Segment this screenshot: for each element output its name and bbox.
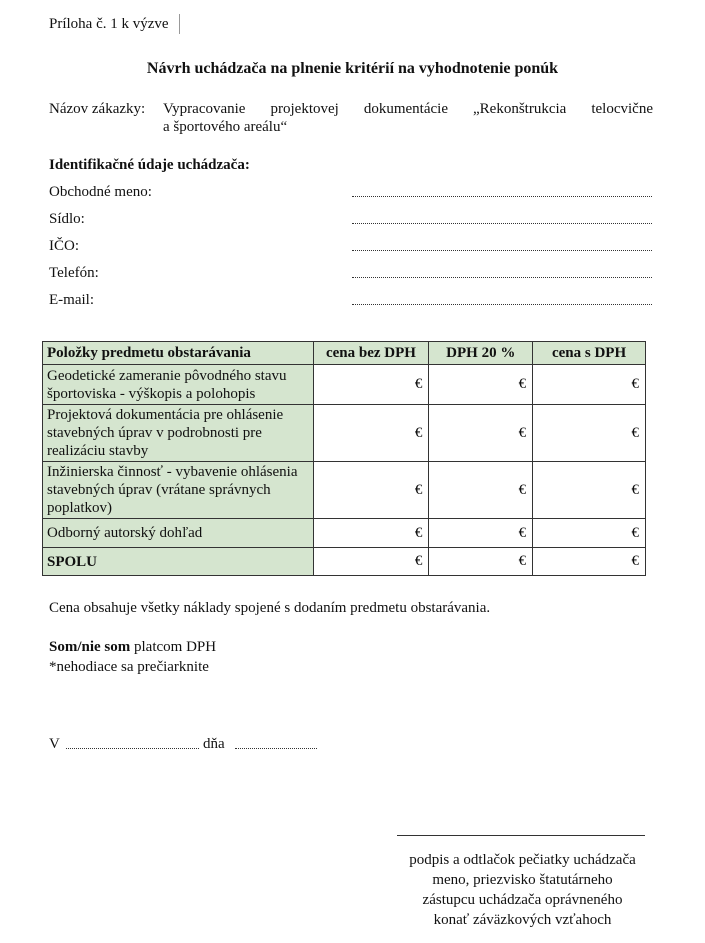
contract-name-line1: Vypracovanie projektovej dokumentácie „Rekonštrukcia telocvične xyxy=(163,101,653,117)
table-row xyxy=(43,462,646,519)
table-row xyxy=(43,519,646,548)
business-name-label: Obchodné meno: xyxy=(49,184,152,200)
column-header-price-with-vat: cena s DPH xyxy=(533,342,646,365)
signature-caption-line: zástupcu uchádzača oprávneného xyxy=(422,892,623,908)
item-label: Odborný autorský dohľad xyxy=(43,519,314,548)
total-cell[interactable]: € xyxy=(533,548,646,576)
column-header-vat: DPH 20 % xyxy=(429,342,533,365)
table-header-row xyxy=(43,342,646,365)
annex-label: Príloha č. 1 k výzve xyxy=(49,16,169,32)
email-label: E-mail: xyxy=(49,292,94,308)
page-title: Návrh uchádzača na plnenie kritérií na vyhodnotenie ponúk xyxy=(146,60,559,77)
table-total-row xyxy=(43,548,646,576)
total-label: SPOLU xyxy=(43,548,314,576)
item-label: Inžinierska činnosť - vybavenie ohlásenia stavebných úprav (vrátane správnych poplatkov) xyxy=(43,462,314,519)
divider xyxy=(179,14,180,34)
signature-caption xyxy=(390,850,655,930)
contract-name-label: Názov zákazky: xyxy=(49,101,146,117)
signature-caption-line: konať záväzkových vzťahoch xyxy=(433,912,612,928)
total-cell[interactable]: € xyxy=(533,519,646,548)
phone-field[interactable] xyxy=(352,267,652,278)
vat-cell[interactable]: € xyxy=(429,548,533,576)
place-label: V xyxy=(49,736,60,752)
date-label: dňa xyxy=(203,736,225,752)
price-note: Cena obsahuje všetky náklady spojené s dodaním predmetu obstarávania. xyxy=(49,600,491,616)
item-label: Projektová dokumentácia pre ohlásenie stavebných úprav v podrobnosti pre realizáciu stavby xyxy=(43,405,314,462)
signature-caption-line: podpis a odtlačok pečiatky uchádzača xyxy=(409,852,636,868)
vat-note: *nehodiace sa prečiarknite xyxy=(49,659,209,675)
ico-label: IČO: xyxy=(49,238,79,254)
item-label: Geodetické zameranie pôvodného stavu športoviska - výškopis a polohopis xyxy=(43,365,314,405)
price-table xyxy=(42,341,646,576)
phone-label: Telefón: xyxy=(49,265,99,281)
seat-label: Sídlo: xyxy=(49,211,85,227)
column-header-price-without-vat: cena bez DPH xyxy=(313,342,429,365)
price-cell[interactable]: € xyxy=(313,519,429,548)
contract-name-line2: a športového areálu“ xyxy=(163,119,288,135)
vat-status-options[interactable]: Som/nie som xyxy=(49,639,131,655)
identification-heading: Identifikačné údaje uchádzača: xyxy=(49,157,250,173)
signature-line[interactable] xyxy=(397,835,645,836)
email-field[interactable] xyxy=(352,294,652,305)
business-name-field[interactable] xyxy=(352,186,652,197)
table-row xyxy=(43,365,646,405)
total-cell[interactable]: € xyxy=(533,462,646,519)
total-cell[interactable]: € xyxy=(533,365,646,405)
total-cell[interactable]: € xyxy=(533,405,646,462)
price-cell[interactable]: € xyxy=(313,548,429,576)
signature-caption-line: meno, priezvisko štatutárneho xyxy=(432,872,613,888)
vat-cell[interactable]: € xyxy=(429,365,533,405)
table-row xyxy=(43,405,646,462)
vat-cell[interactable]: € xyxy=(429,519,533,548)
price-cell[interactable]: € xyxy=(313,462,429,519)
ico-field[interactable] xyxy=(352,240,652,251)
date-field[interactable] xyxy=(235,740,317,749)
vat-cell[interactable]: € xyxy=(429,462,533,519)
price-cell[interactable]: € xyxy=(313,405,429,462)
vat-status-text: platcom DPH xyxy=(130,639,217,655)
seat-field[interactable] xyxy=(352,213,652,224)
price-cell[interactable]: € xyxy=(313,365,429,405)
vat-cell[interactable]: € xyxy=(429,405,533,462)
place-field[interactable] xyxy=(66,740,199,749)
vat-status xyxy=(49,639,216,656)
column-header-items: Položky predmetu obstarávania xyxy=(43,342,314,365)
